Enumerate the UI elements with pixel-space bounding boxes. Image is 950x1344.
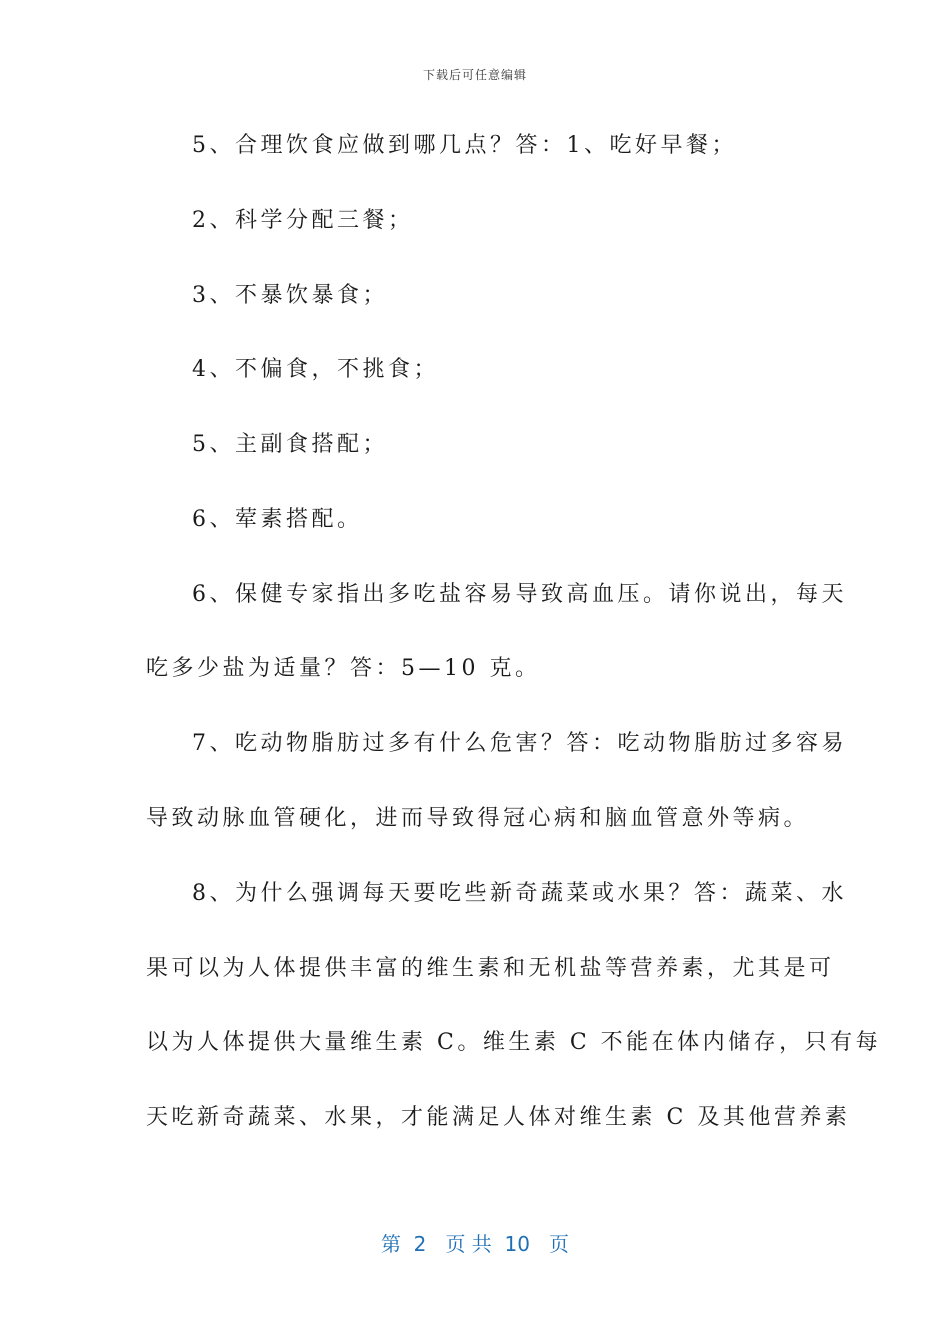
page-footer: 第 2 页 共 10 页 <box>380 1232 570 1256</box>
paragraph-line: 6、保健专家指出多吃盐容易导致高血压。请你说出，每天 <box>192 582 847 607</box>
paragraph-line: 以为人体提供大量维生素 C。维生素 C 不能在体内储存，只有每 <box>146 1030 882 1055</box>
paragraph-line: 5、主副食搭配； <box>192 432 388 457</box>
paragraph-line: 5、合理饮食应做到哪几点？答：1、吃好早餐； <box>192 133 737 158</box>
paragraph-line: 天吃新奇蔬菜、水果，才能满足人体对维生素 C 及其他营养素 <box>146 1105 851 1130</box>
paragraph-line: 2、科学分配三餐； <box>192 208 414 233</box>
paragraph-line: 4、不偏食，不挑食； <box>192 357 439 382</box>
paragraph-line: 8、为什么强调每天要吃些新奇蔬菜或水果？答：蔬菜、水 <box>192 881 847 906</box>
paragraph-line: 果可以为人体提供丰富的维生素和无机盐等营养素，尤其是可 <box>146 956 835 981</box>
paragraph-line: 导致动脉血管硬化，进而导致得冠心病和脑血管意外等病。 <box>146 806 810 831</box>
page-header: 下载后可任意编辑 <box>422 68 527 82</box>
paragraph-line: 7、吃动物脂肪过多有什么危害？答：吃动物脂肪过多容易 <box>192 731 847 756</box>
paragraph-line: 3、不暴饮暴食； <box>192 283 388 308</box>
paragraph-line: 6、荤素搭配。 <box>192 507 363 532</box>
paragraph-line: 吃多少盐为适量？答：5—10 克。 <box>146 656 541 681</box>
